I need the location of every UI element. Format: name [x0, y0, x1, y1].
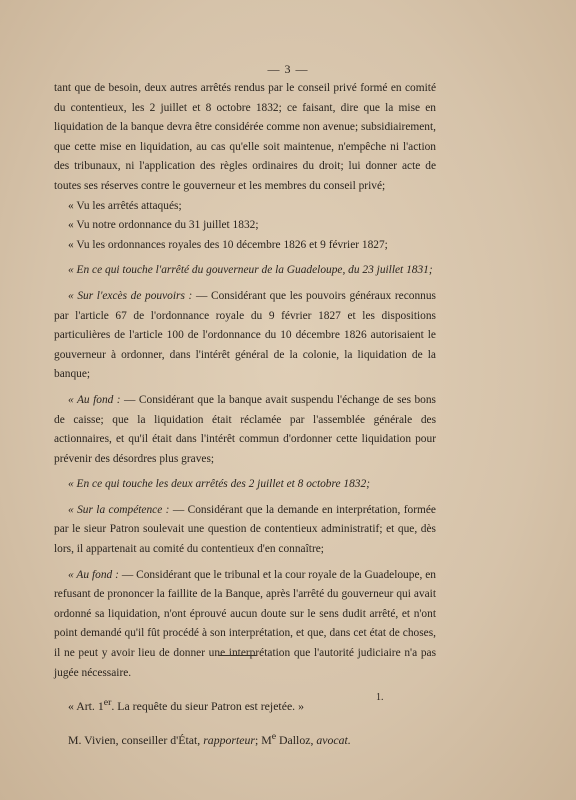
fond2-text: — Considérant que le tribunal et la cour royale de la Guadeloupe, en refusant de prononcer la faillite de la Banque, après l'arrêté du gouverneur qui avait ordonné sa liquidation, n'ont éprouvé aucun doute sur le sens dudit arrêté, et n'ont point demandé qu'il fût procédé à son interprétation, et que, dans cet état de choses, il ne peut y avoir lieu de donner une interprétation que l'autorité judiciaire n'a pas jugée nécessaire.	[54, 568, 437, 679]
fond1-lead: « Au fond :	[68, 393, 121, 406]
document-body	[54, 79, 436, 750]
section-heading-1: « En ce qui touche l'arrêté du gouverneur de la Guadeloupe, du 23 juillet 1831;	[68, 264, 433, 277]
vu-line-1: « Vu les arrêtés attaqués;	[68, 199, 182, 212]
intro-paragraph: tant que de besoin, deux autres arrêtés rendus par le conseil privé formé en comité du contentieux, les 2 juillet et 8 octobre 1832; ce faisant, dire que la mise en liquidation de la banque devra être considérée comme non avenue; subsidiairement, que cette mise en liquidation, au cas qu'elle soit maintenue, n'empêche ni l'action des tribunaux, ni l'application des règles ordinaires du droit; lui donner acte de toutes ses réserves contre le gouverneur et les membres du conseil privé;	[54, 82, 436, 192]
signature-lawyer: Dalloz,	[276, 732, 317, 747]
sheet-mark: 1.	[376, 692, 384, 703]
signature-role: rapporteur	[203, 732, 255, 747]
vu-line-3: « Vu les ordonnances royales des 10 décembre 1826 et 9 février 1827;	[68, 238, 388, 251]
fond1-paragraph	[54, 391, 436, 469]
excess-paragraph	[54, 287, 436, 385]
signature-sep: ; M	[254, 732, 272, 747]
fond2-lead: « Au fond :	[68, 568, 119, 581]
article-sup: er	[103, 697, 112, 709]
excess-text: — Considérant que les pouvoirs généraux reconnus par l'article 67 de l'ordonnance royale du 9 février 1827 et les dispositions particulières de l'article 100 de l'ordonnance du 10 décembre 1826 autorisaient le gouverneur à ordonner, dans l'intérêt général de la colonie, la liquidation de la banque;	[54, 289, 436, 381]
section-heading-2: « En ce qui touche les deux arrêtés des 2 juillet et 8 octobre 1832;	[68, 478, 370, 491]
closing-rule	[219, 655, 257, 656]
competence-paragraph	[54, 501, 436, 560]
fond2-paragraph	[54, 566, 436, 684]
article-text: . La requête du sieur Patron est rejetée. »	[111, 699, 304, 714]
competence-lead: « Sur la compétence :	[68, 503, 170, 516]
signature-name: M. Vivien, conseiller d'État,	[68, 732, 204, 747]
fond1-text: — Considérant que la banque avait suspendu l'échange de ses bons de caisse; que la liquidation était réclamée par l'assemblée générale des actionnaires, et qu'il était dans l'intérêt commun d'ordonner cette liquidation pour prévenir des désordres plus graves;	[54, 393, 436, 465]
page-number: — 3 —	[267, 62, 309, 76]
vu-line-2: « Vu notre ordonnance du 31 juillet 1832;	[68, 219, 259, 232]
competence-text: — Considérant que la demande en interprétation, formée par le sieur Patron soulevait une question de contentieux administratif; et que, dès lors, il appartenait au comité du contentieux d'en connaître;	[54, 503, 436, 556]
signature-sup: e	[271, 730, 277, 742]
article-open: « Art. 1	[68, 699, 104, 714]
excess-lead: « Sur l'excès de pouvoirs :	[68, 289, 193, 302]
signature-line	[54, 727, 436, 751]
signature-role2: avocat.	[316, 732, 351, 747]
